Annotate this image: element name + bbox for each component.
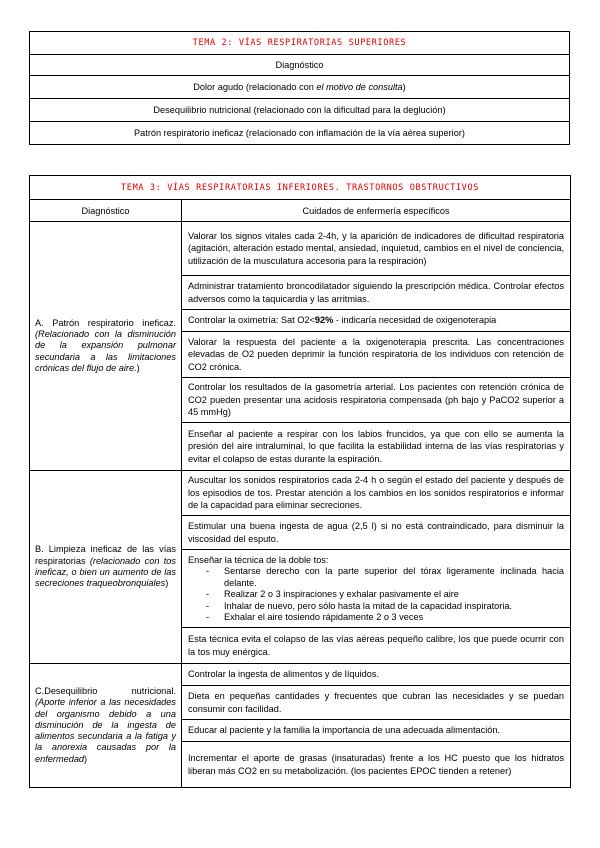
step-2: - Realizar 2 o 3 inspiraciones y exhalar pasivamente el aire: [206, 589, 564, 601]
care-b-1: Auscultar los sonidos respiratorios cada 2-4 h o según el estado del paciente y después de los episodios de tos. Prestar atención a los cambios en los sonidos respiratorios e informar de la capacidad para eliminar secreciones.: [182, 471, 571, 516]
diagnosis-a-main: A. Patrón respiratorio ineficaz.: [35, 317, 176, 328]
diagnosis-c: [30, 664, 182, 788]
dolor-suffix: ): [402, 82, 406, 92]
care-a-1: Valorar los signos vitales cada 2-4h, y la aparición de indicadores de dificultad respiratoria (agitación, alteración estado mental, ansiedad, inquietud, cambios en el nivel de conciencia, utilización de la musculatura accesoria para la respiración): [182, 222, 571, 276]
table1-row-dolor: [30, 76, 570, 99]
care-b-4: Esta técnica evita el colapso de las vías aéreas pequeño calibre, los que puede ocurrir con la tos muy enérgica.: [182, 628, 571, 664]
care-a-4: Valorar la respuesta del paciente a la oxigenoterapia prescrita. Las concentraciones elevadas de O2 pueden deprimir la función respiratoria de los individuos con retención de CO2 crónica.: [182, 332, 571, 378]
diagnosis-c-main: C.Desequilibrio nutricional.: [35, 685, 176, 696]
header-cuidados: Cuidados de enfermería específicos: [182, 200, 571, 222]
table-vias-superiores: [29, 31, 570, 145]
care-a-3: [182, 310, 571, 332]
diagnosis-a-detail: (Relacionado con la disminución de la expansión pulmonar secundaria a las limitaciones crónicas del flujo de aire.: [35, 329, 176, 373]
care-a-3-prefix: Controlar la oximetría: Sat O2<: [188, 315, 315, 326]
diagnosis-a-close: ): [136, 362, 140, 373]
table-vias-inferiores: [29, 175, 571, 788]
table1-title: TEMA 2: VÍAS RESPIRATORIAS SUPERIORES: [30, 32, 570, 55]
care-a-3-suffix: - indicaría necesidad de oxigenoterapia: [333, 315, 497, 326]
diagnosis-a: [30, 222, 182, 471]
diagnosis-c-detail: (Aporte inferior a las necesidades del organismo debido a una disminución de la ingesta de alimentos secundaria a la fatiga y la anorexia causadas por la enfermedad: [35, 697, 176, 764]
step-4: - Exhalar el aire tosiendo rápidamente 2 o 3 veces: [206, 612, 564, 624]
step-1: - Sentarse derecho con la parte superior del tórax ligeramente inclinada hacia delante.: [206, 566, 564, 589]
diagnosis-b-main: B. Limpieza ineficaz de las vías respiratorias: [35, 544, 176, 566]
diagnosis-c-close: ): [84, 753, 88, 764]
diagnosis-b-close: ): [165, 578, 169, 589]
care-c-2: Dieta en pequeñas cantidades y frecuentes que cubran las necesidades y se puedan consumir con facilidad.: [182, 686, 571, 720]
care-a-3-bold: 92%: [314, 315, 334, 326]
step-3: - Inhalar de nuevo, pero sólo hasta la mitad de la capacidad inspiratoria.: [206, 601, 564, 613]
table1-row-patron: Patrón respiratorio ineficaz (relacionado con inflamación de la vía aérea superior): [30, 122, 570, 145]
care-c-1: Controlar la ingesta de alimentos y de líquidos.: [182, 664, 571, 686]
care-b-2: Estimular una buena ingesta de agua (2,5 l) si no está contraindicado, para disminuir la viscosidad del esputo.: [182, 516, 571, 550]
care-b-3: [182, 550, 571, 628]
dolor-text: Dolor agudo (relacionado con: [193, 82, 317, 92]
table2-title: TEMA 3: VÍAS RESPIRATORIAS INFERIORES. TRASTORNOS OBSTRUCTIVOS: [30, 176, 571, 200]
header-diagnostico: Diagnóstico: [30, 200, 182, 222]
care-c-3: Educar al paciente y la familia la importancia de una adecuada alimentación.: [182, 720, 571, 742]
care-a-5: Controlar los resultados de la gasometría arterial. Los pacientes con retención crónica de CO2 pueden presentar una acidosis respiratoria compensada (ph bajo y PaCO2 superior a 45 mmHg): [182, 378, 571, 423]
table1-header: Diagnóstico: [30, 55, 570, 76]
diagnosis-b: [30, 471, 182, 664]
care-a-2: Administrar tratamiento broncodilatador siguiendo la prescripción médica. Controlar efectos adversos como la taquicardia y las arritmias.: [182, 276, 571, 310]
care-a-6: Enseñar al paciente a respirar con los labios fruncidos, ya que con ello se aumenta la presión del aire intraluminal, lo que facilita la estabilidad interna de las vías respiratorias y evitar el colapso de estas durante la espiración.: [182, 423, 571, 471]
care-b-3-intro: Enseñar la técnica de la doble tos:: [188, 554, 329, 565]
dolor-italic: el motivo de consulta: [316, 82, 403, 92]
diagnosis-b-detail: (relacionado con tos ineficaz, o bien un aumento de las secreciones traqueobronquiales: [35, 555, 176, 589]
table1-row-desequilibrio: Desequilibrio nutricional (relacionado con la dificultad para la deglución): [30, 99, 570, 122]
double-cough-steps: [188, 566, 564, 624]
care-c-4: Incrementar el aporte de grasas (insaturadas) frente a los HC puesto que los hidratos liberan más CO2 en su metabolización. (los pacientes EPOC tienden a retener): [182, 742, 571, 788]
